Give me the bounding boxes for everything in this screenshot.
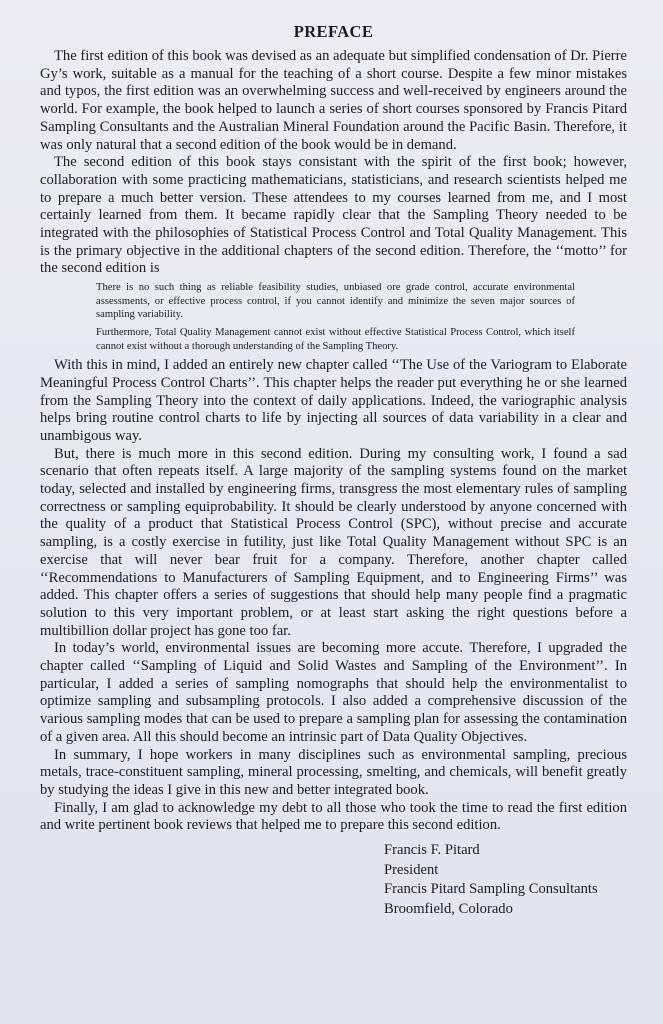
signature-location: Broomfield, Colorado — [384, 900, 513, 917]
motto-quote-line-1: There is no such thing as reliable feasibility studies, unbiased ore grade control, accurate environmental assessments, or effective process control, if you cannot identify and minimize the seven major sources of sampling variability. — [96, 282, 575, 321]
signature-name: Francis F. Pitard — [384, 842, 480, 859]
motto-quote-line-2: Furthermore, Total Quality Management cannot exist without effective Statistical Process Control, which itself cannot exist without a thorough understanding of the Sampling Theory. — [96, 326, 575, 352]
paragraph-second-edition: The second edition of this book stays consistant with the spirit of the first book; however, collaboration with some practicing mathematicians, statisticians, and research scientists helped me to prepare a much better version. These attendees to my courses learned from me, and I most certainly learned from them. It became rapidly clear that the Sampling Theory needed to be integrated with the philosophies of Statistical Process Control and Total Quality Management. This is the primary objective in the additional chapters of the second edition. Therefore, the ‘‘motto’’ for the second edition is — [40, 154, 627, 277]
paragraph-variogram-chapter: With this in mind, I added an entirely new chapter called ‘‘The Use of the Variogram to Elaborate Meaningful Process Control Charts’’. This chapter helps the reader put everything he or she learned from the Sampling Theory into the context of daily applications. Indeed, the variographic analysis helps bring routine control charts to life by injecting all sources of data variability in a clear and unambigous way. — [40, 357, 627, 444]
paragraph-sampling-equipment: But, there is much more in this second edition. During my consulting work, I found a sad scenario that often repeats itself. A large majority of the sampling systems found on the market today, selected and installed by engineering firms, transgress the most elementary rules of sampling correctness or sampling equiprobability. It should be clearly understood by anyone concerned with the quality of a product that Statistical Process Control (SPC), without precise and accurate sampling, is a costly exercise in futility, just like Total Quality Management without SPC is an exercise that will never bear fruit for a company. Therefore, another chapter called ‘‘Recommendations to Manufacturers of Sampling Equipment, and to Engineering Firms’’ was added. This chapter offers a series of suggestions that should help many people find a pragmatic solution to this very important problem, or at least start asking the right questions before a multibillion dollar project has gone too far. — [40, 445, 627, 639]
signature-company: Francis Pitard Sampling Consultants — [384, 881, 598, 898]
signature-block — [384, 841, 627, 919]
signature-role: President — [384, 861, 439, 878]
paragraph-summary: In summary, I hope workers in many disciplines such as environmental sampling, precious metals, trace-constituent sampling, mineral processing, smelting, and chemicals, will benefit greatly by studying the ideas I give in this new and better integrated book. — [40, 746, 627, 798]
paragraph-first-edition: The first edition of this book was devised as an adequate but simplified condensation of Dr. Pierre Gy’s work, suitable as a manual for the teaching of a short course. Despite a few minor mistakes and typos, the first edition was an overwhelming success and well-received by engineers around the world. For example, the book helped to launch a series of short courses sponsored by Francis Pitard Sampling Consultants and the Australian Mineral Foundation around the Pacific Basin. Therefore, it was only natural that a second edition of the book would be in demand. — [40, 48, 627, 153]
paragraph-environment: In today’s world, environmental issues are becoming more accute. Therefore, I upgraded the chapter called ‘‘Sampling of Liquid and Solid Wastes and Sampling of the Environment’’. In particular, I added a series of sampling nomographs that should help the environmentalist to optimize sampling and subsampling protocols. I also added a comprehensive discussion of the various sampling modes that can be used to prepare a sampling plan for assessing the contamination of a given area. All this should become an intrinsic part of Data Quality Objectives. — [40, 640, 627, 745]
motto-quote — [96, 281, 575, 353]
paragraph-acknowledgement: Finally, I am glad to acknowledge my debt to all those who took the time to read the first edition and write pertinent book reviews that helped me to prepare this second edition. — [40, 799, 627, 834]
page-title: PREFACE — [293, 22, 374, 41]
